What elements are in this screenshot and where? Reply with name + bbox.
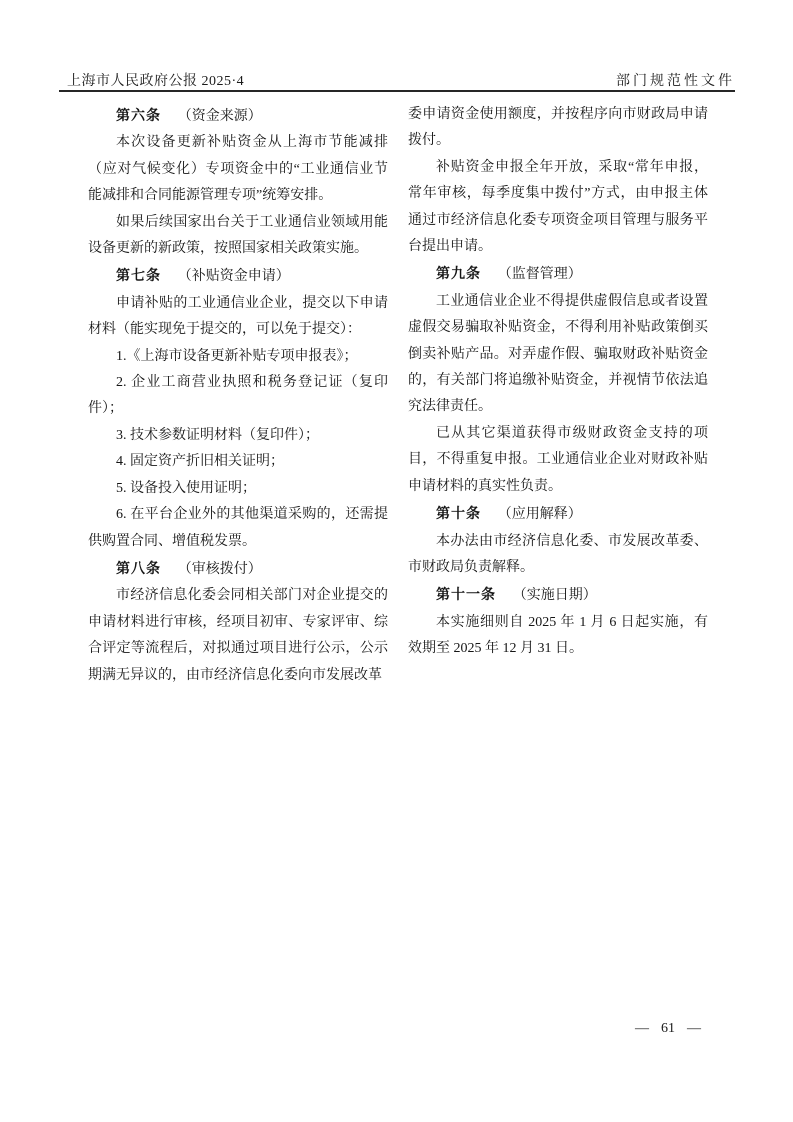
article-heading — [88, 102, 388, 130]
paragraph: 如果后续国家出台关于工业通信业领域用能设备更新的新政策，按照国家相关政策实施。 — [88, 214, 388, 257]
article-number: 第七条 — [116, 267, 161, 284]
article-heading — [408, 581, 708, 609]
document-body — [88, 102, 708, 689]
article-title: （监督管理） — [497, 267, 582, 283]
article-title: （应用解释） — [497, 507, 582, 523]
page-header — [59, 64, 735, 90]
paragraph: 已从其它渠道获得市级财政资金支持的项目，不得重复申报。工业通信业企业对财政补贴申请材料的真实性负责。 — [408, 425, 708, 494]
paragraph: 申请补贴的工业通信业企业，提交以下申请材料（能实现免于提交的，可以免于提交）： — [88, 295, 388, 338]
paragraph: 5. 设备投入使用证明； — [116, 480, 256, 496]
paragraph: 补贴资金申报全年开放，采取“常年申报，常年审核，每季度集中拨付”方式，由申报主体通过市经济信息化委专项资金项目管理与服务平台提出申请。 — [408, 159, 708, 255]
footer-dash-right: — — [687, 1021, 701, 1036]
paragraph: 2. 企业工商营业执照和税务登记证（复印件）； — [88, 375, 388, 417]
article-heading — [408, 260, 708, 288]
paragraph: 3. 技术参数证明材料（复印件）； — [116, 427, 319, 443]
paragraph: 本办法由市经济信息化委、市发展改革委、市财政局负责解释。 — [408, 533, 708, 575]
paragraph: 工业通信业企业不得提供虚假信息或者设置虚假交易骗取补贴资金，不得利用补贴政策倒买倒卖补贴产品。对弄虚作假、骗取财政补贴资金的，有关部门将追缴补贴资金，并视情节依法追究法律责任。 — [408, 293, 708, 415]
left-column — [88, 102, 388, 689]
paragraph: 本次设备更新补贴资金从上海市节能减排（应对气候变化）专项资金中的“工业通信业节能减排和合同能源管理专项”统筹安排。 — [88, 135, 388, 204]
article-title: （审核拨付） — [177, 561, 262, 577]
page-footer — [635, 1021, 701, 1037]
paragraph: 1.《上海市设备更新补贴专项申报表》； — [116, 348, 358, 364]
page-number: 61 — [661, 1021, 675, 1036]
article-number: 第十一条 — [436, 586, 496, 603]
paragraph: 本实施细则自 2025 年 1 月 6 日起实施，有效期至 2025 年 12 月 31 日。 — [408, 614, 708, 657]
article-number: 第九条 — [436, 265, 481, 282]
paragraph: 6. 在平台企业外的其他渠道采购的，还需提供购置合同、增值税发票。 — [88, 507, 388, 549]
article-number: 第十条 — [436, 505, 481, 522]
article-title: （补贴资金申请） — [177, 269, 290, 285]
footer-dash-left: — — [635, 1021, 649, 1036]
article-title: （实施日期） — [512, 588, 597, 604]
paragraph: 4. 固定资产折旧相关证明； — [116, 454, 284, 470]
gazette-title: 上海市人民政府公报 2025·4 — [67, 74, 245, 89]
article-number: 第八条 — [116, 559, 161, 576]
article-heading — [88, 262, 388, 290]
section-label: 部门规范性文件 — [616, 74, 735, 89]
paragraph: 市经济信息化委会同相关部门对企业提交的申请材料进行审核，经项目初审、专家评审、综合评定等流程后，对拟通过项目进行公示，公示期满无异议的，由市经济信息化委向市发展改革 — [88, 588, 388, 683]
header-rule — [59, 90, 735, 92]
article-title: （资金来源） — [177, 109, 262, 124]
article-heading — [408, 500, 708, 528]
article-heading — [88, 555, 388, 583]
article-number: 第六条 — [116, 107, 161, 123]
paragraph: 委申请资金使用额度，并按程序向市财政局申请拨付。 — [408, 107, 708, 149]
right-column — [408, 102, 708, 689]
